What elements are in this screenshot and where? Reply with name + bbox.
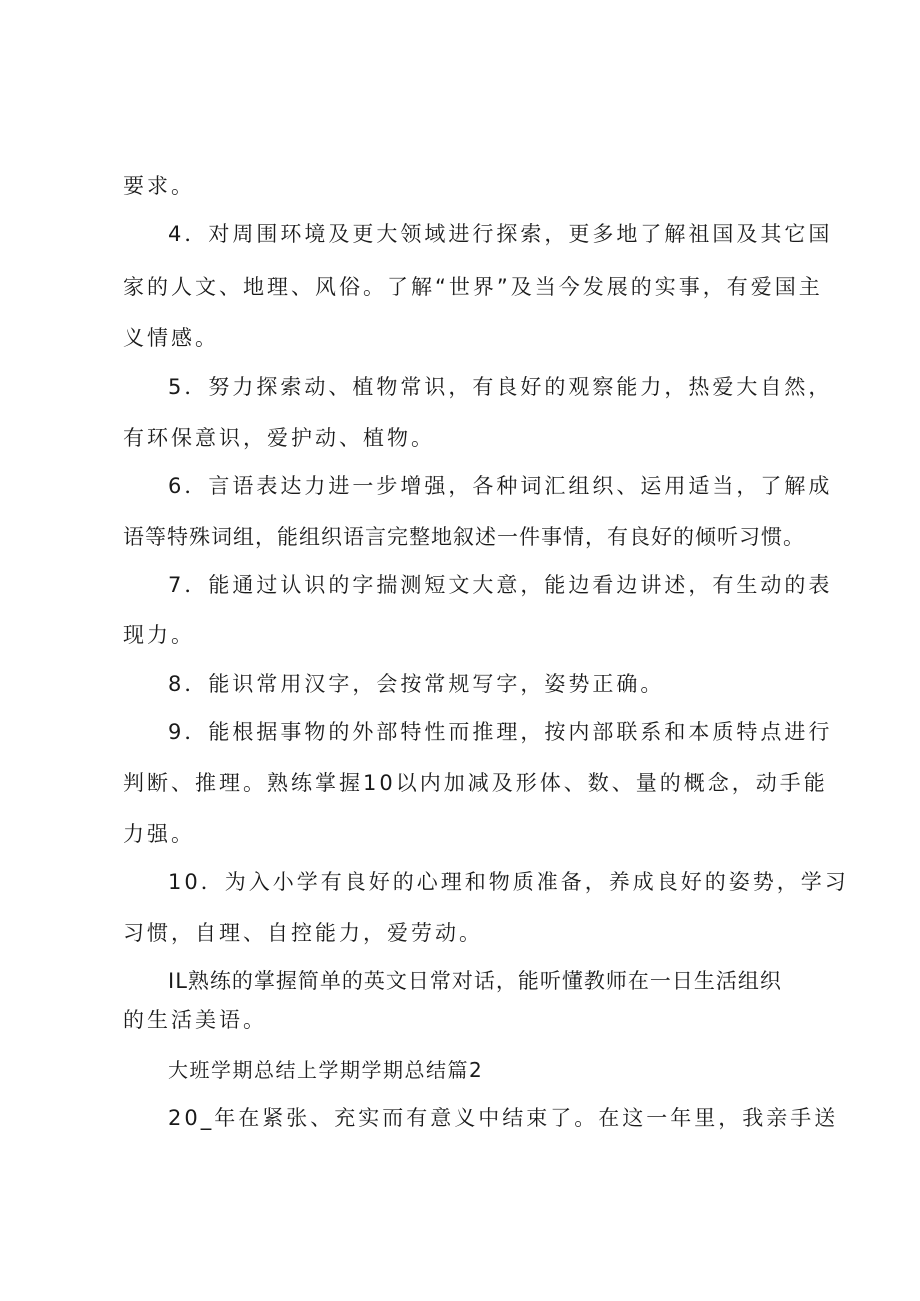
list-item-4-line-3: 义情感。 [123,326,219,350]
list-item-4-line-1: 4．对周围环境及更大领域进行探索，更多地了解祖国及其它国 [168,222,833,246]
list-item-5-line-2: 有环保意识，爱护动、植物。 [123,426,435,450]
paragraph-line: 20_年在紧张、充实而有意义中结束了。在这一年里，我亲手送 [168,1106,839,1130]
list-item-9-line-1: 9．能根据事物的外部特性而推理，按内部联系和本质特点进行 [168,720,833,744]
list-item-11-line-2: 的生活美语。 [123,1008,267,1032]
list-item-5-line-1: 5．努力探索动、植物常识，有良好的观察能力，热爱大自然， [168,375,833,399]
list-item-10-line-1: 10．为入小学有良好的心理和物质准备，养成良好的姿势，学习 [168,870,849,894]
list-item-11-line-1: IL熟练的掌握简单的英文日常对话，能听懂教师在一日生活组织 [168,969,782,993]
list-item-6-line-1: 6．言语表达力进一步增强，各种词汇组织、运用适当，了解成 [168,474,833,498]
list-item-6-line-2: 语等特殊词组，能组织语言完整地叙述一件事情，有良好的倾听习惯。 [123,525,805,549]
section-heading: 大班学期总结上学期学期总结篇2 [168,1058,484,1082]
list-item-10-line-2: 习惯，自理、自控能力，爱劳动。 [123,921,483,945]
list-item-7-line-1: 7．能通过认识的字揣测短文大意，能边看边讲述，有生动的表 [168,573,833,597]
list-item-7-line-2: 现力。 [123,623,195,647]
text-line: 要求。 [123,174,195,198]
list-item-9-line-3: 力强。 [123,822,195,846]
list-item-4-line-2: 家的人文、地理、风俗。了解“世界”及当今发展的实事，有爱国主 [123,275,823,299]
list-item-8: 8．能识常用汉字，会按常规写字，姿势正确。 [168,672,665,696]
list-item-9-line-2: 判断、推理。熟练掌握10以内加减及形体、数、量的概念，动手能 [123,771,828,795]
